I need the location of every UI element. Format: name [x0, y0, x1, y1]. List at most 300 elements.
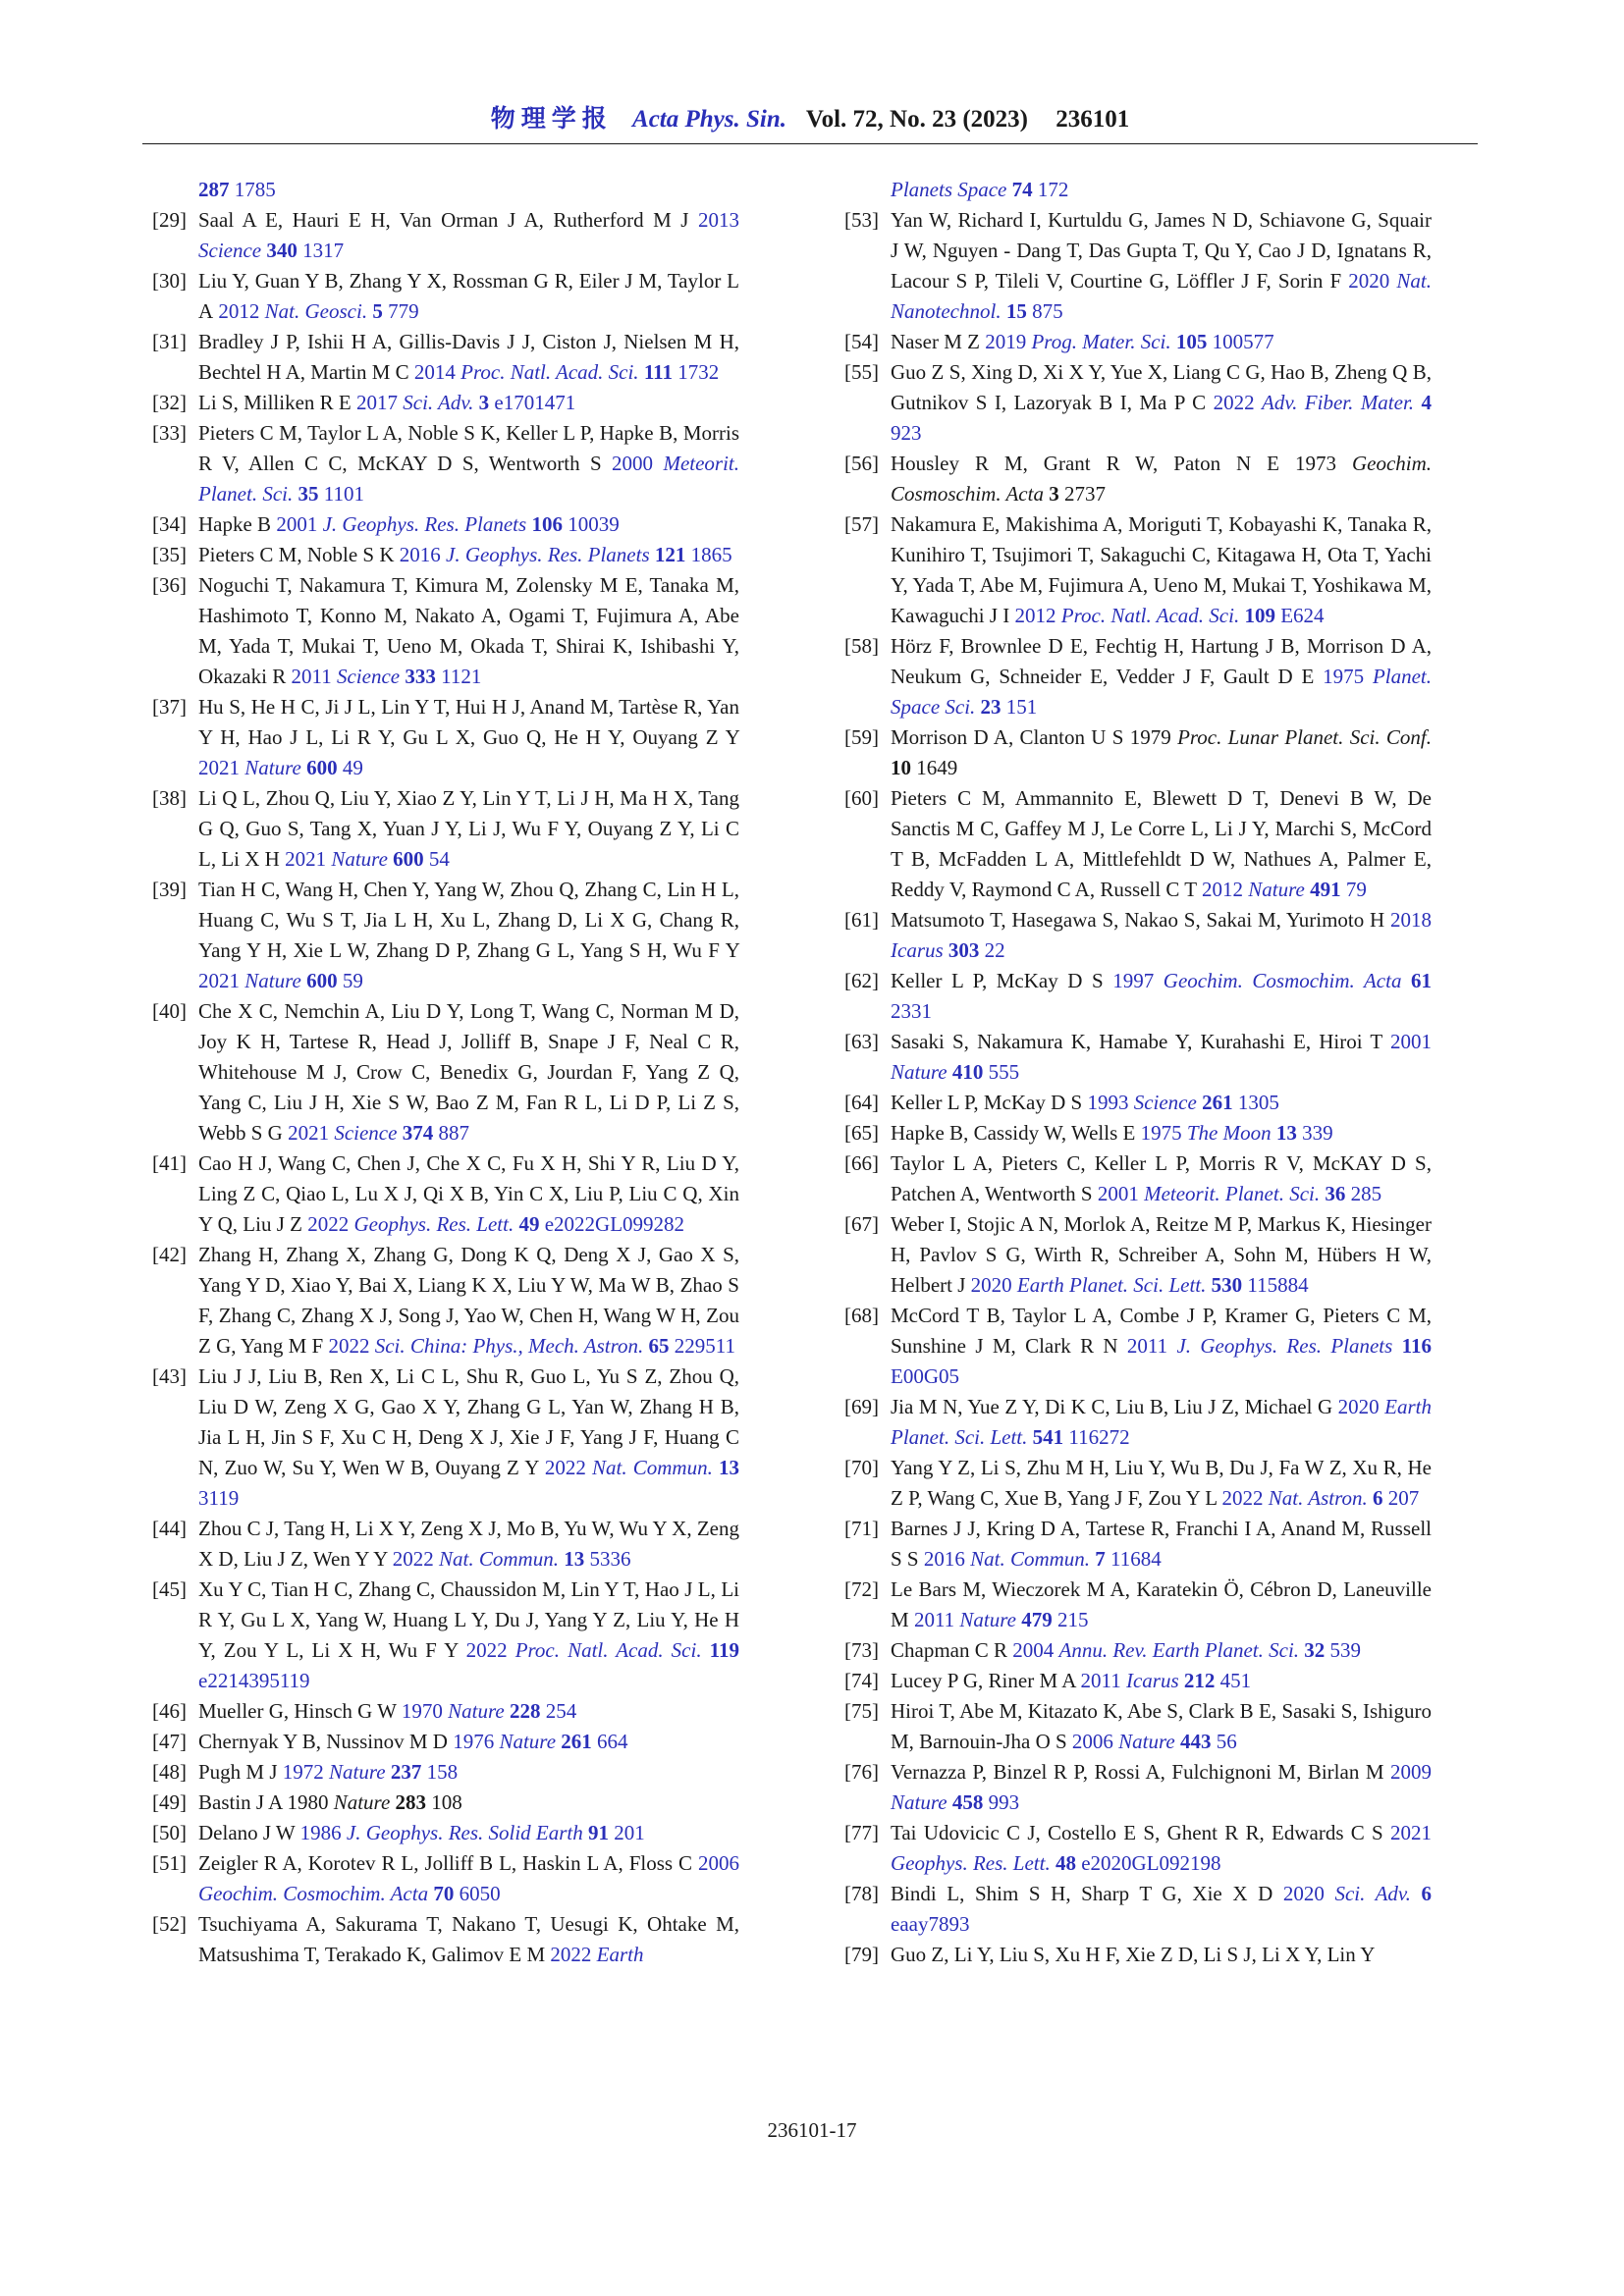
reference-volume: 261	[1202, 1091, 1233, 1114]
reference-page: 54	[428, 847, 450, 871]
reference-page: 285	[1350, 1182, 1382, 1205]
reference-volume: 10	[891, 756, 911, 779]
citation-link[interactable]	[1087, 1091, 1278, 1114]
reference-volume: 3	[1049, 482, 1059, 506]
reference-year: 2020	[1337, 1395, 1380, 1418]
reference-journal: Nature	[329, 1760, 386, 1784]
reference-entry	[844, 1666, 1432, 1696]
reference-page: e2022GL099282	[544, 1212, 685, 1236]
reference-number: [51]	[152, 1851, 187, 1875]
reference-page: 5336	[589, 1547, 631, 1571]
reference-journal: Sci. Adv.	[1334, 1882, 1411, 1905]
reference-year: 2017	[356, 391, 399, 414]
reference-page: 339	[1302, 1121, 1333, 1145]
reference-volume: 13	[719, 1456, 740, 1479]
reference-journal: Proc. Natl. Acad. Sci.	[460, 360, 639, 384]
reference-number: [44]	[152, 1517, 187, 1540]
reference-page: 10039	[568, 512, 620, 536]
reference-page: E00G05	[891, 1364, 959, 1388]
reference-number: [32]	[152, 391, 187, 414]
reference-number: [33]	[152, 421, 187, 445]
reference-journal: Geochim. Cosmochim. Acta	[1163, 969, 1402, 992]
reference-entry	[152, 266, 739, 327]
reference-number: [37]	[152, 695, 187, 719]
reference-journal: Nat. Commun.	[591, 1456, 713, 1479]
reference-entry	[152, 540, 739, 570]
citation-link[interactable]	[307, 1212, 684, 1236]
reference-year: 2011	[913, 1608, 955, 1631]
reference-journal: J. Geophys. Res. Planets	[322, 512, 527, 536]
reference-year: 2021	[198, 969, 240, 992]
reference-volume: 3	[478, 391, 490, 414]
reference-year: 2021	[285, 847, 327, 871]
reference-volume: 600	[393, 847, 424, 871]
reference-number: [62]	[844, 969, 879, 992]
citation-link[interactable]	[550, 1943, 643, 1966]
reference-page: 664	[597, 1730, 628, 1753]
reference-year: 1973	[1294, 452, 1336, 475]
reference-year: 2014	[413, 360, 456, 384]
reference-number: [39]	[152, 878, 187, 901]
citation-link[interactable]	[198, 969, 363, 992]
reference-authors: Li S, Milliken R E	[198, 391, 352, 414]
reference-journal: Earth Planet. Sci. Lett.	[891, 1395, 1433, 1449]
reference-year: 2021	[198, 756, 240, 779]
reference-authors: Keller L P, McKay D S	[891, 969, 1104, 992]
reference-authors: Chapman C R	[891, 1638, 1007, 1662]
reference-entry	[152, 1727, 739, 1757]
reference-number: [69]	[844, 1395, 879, 1418]
reference-volume: 23	[980, 695, 1001, 719]
reference-year: 2011	[291, 665, 332, 688]
citation-link[interactable]	[400, 543, 732, 566]
citation-link[interactable]	[453, 1730, 627, 1753]
reference-page: 3119	[198, 1486, 240, 1510]
reference-journal: Meteorit. Planet. Sci.	[198, 452, 740, 506]
reference-year: 2020	[1282, 1882, 1325, 1905]
reference-page: 1649	[916, 756, 958, 779]
reference-authors: Weber I, Stojic A N, Morlok A, Reitze M P, Markus K, Hiesinger H, Pavlov S G, Wirth R, Schreiber A, Sohn M, Hübers H W, Helbert J	[891, 1212, 1432, 1297]
reference-year: 2011	[1126, 1334, 1168, 1358]
reference-year: 2020	[1348, 269, 1390, 293]
reference-authors: Cao H J, Wang C, Chen J, Che X C, Fu X H, Shi Y R, Liu D Y, Ling Z C, Qiao L, Lu X J, Qi X B, Yin C X, Liu P, Liu C Q, Xin Y Q, Liu J Z	[198, 1151, 739, 1236]
reference-entry	[152, 418, 739, 509]
reference-page: 172	[1037, 178, 1069, 201]
reference-number: [75]	[844, 1699, 879, 1723]
reference-journal: Geochim. Cosmochim. Acta	[198, 1882, 429, 1905]
citation-link[interactable]	[198, 756, 363, 779]
reference-page: 451	[1219, 1669, 1252, 1692]
reference-number: [66]	[844, 1151, 879, 1175]
reference-volume: 5	[372, 299, 383, 323]
reference-entry	[844, 722, 1432, 783]
reference-entry	[844, 327, 1432, 357]
running-header	[142, 102, 1478, 144]
reference-number: [34]	[152, 512, 187, 536]
reference-journal: Science	[334, 1121, 398, 1145]
reference-authors: Hiroi T, Abe M, Kitazato K, Abe S, Clark B E, Sasaki S, Ishiguro M, Barnouin-Jha O S	[891, 1699, 1432, 1753]
citation-link[interactable]	[393, 1547, 631, 1571]
reference-page: 539	[1329, 1638, 1362, 1662]
reference-volume: 303	[947, 938, 980, 962]
reference-journal: Nature	[1248, 878, 1305, 901]
reference-number: [40]	[152, 999, 187, 1023]
reference-year: 2009	[1390, 1760, 1432, 1784]
reference-journal: Nature	[244, 969, 301, 992]
reference-authors: Vernazza P, Binzel R P, Rossi A, Fulchignoni M, Birlan M	[891, 1760, 1384, 1784]
reference-journal: J. Geophys. Res. Planets	[446, 543, 650, 566]
reference-number: [55]	[844, 360, 879, 384]
volume-info: Vol. 72, No. 23 (2023)	[805, 106, 1028, 133]
citation-link[interactable]	[891, 178, 1068, 201]
reference-journal: Nature	[333, 1790, 391, 1814]
journal-chinese-title: 物理学报	[490, 106, 613, 133]
reference-year: 2001	[276, 512, 318, 536]
reference-page: 201	[614, 1821, 645, 1844]
reference-volume: 13	[564, 1547, 585, 1571]
reference-journal: Proc. Lunar Planet. Sci. Conf.	[1177, 725, 1433, 749]
reference-authors: Yan W, Richard I, Kurtuldu G, James N D, Schiavone G, Squair J W, Nguyen - Dang T, Das Gupta T, Qu Y, Cao J D, Ignatans R, Lacour S P, Tileli V, Courtine G, Löffler J F, Sorin F	[891, 208, 1432, 293]
reference-year: 2012	[1202, 878, 1243, 901]
citation-link[interactable]	[218, 299, 418, 323]
reference-volume: 443	[1179, 1730, 1212, 1753]
reference-number: [67]	[844, 1212, 879, 1236]
reference-year: 2022	[307, 1212, 350, 1236]
reference-entry	[152, 1362, 739, 1514]
reference-number: [30]	[152, 269, 187, 293]
reference-volume: 111	[643, 360, 673, 384]
reference-page: 993	[988, 1790, 1020, 1814]
reference-volume: 15	[1005, 299, 1027, 323]
reference-entry	[152, 1148, 739, 1240]
reference-authors: Tian H C, Wang H, Chen Y, Yang W, Zhou Q, Zhang C, Lin H L, Huang C, Wu S T, Jia L H, Xu L, Zhang D, Li X G, Chang R, Yang Y H, Xie L W, Zhang D P, Zhang G L, Yang S H, Wu F Y	[198, 878, 739, 962]
reference-page: 59	[342, 969, 363, 992]
reference-volume: 121	[654, 543, 686, 566]
reference-authors: Delano J W	[198, 1821, 296, 1844]
reference-volume: 7	[1095, 1547, 1106, 1571]
citation-link[interactable]	[356, 391, 575, 414]
reference-year: 2004	[1012, 1638, 1055, 1662]
citation-link[interactable]	[1080, 1669, 1251, 1692]
reference-number: [47]	[152, 1730, 187, 1753]
reference-journal: Nature	[331, 847, 388, 871]
reference-entry	[844, 357, 1432, 449]
reference-volume: 91	[588, 1821, 610, 1844]
reference-volume: 49	[518, 1212, 540, 1236]
reference-journal: J. Geophys. Res. Planets	[1176, 1334, 1393, 1358]
reference-page: 56	[1216, 1730, 1237, 1753]
reference-authors: Zhou C J, Tang H, Li X Y, Zeng X J, Mo B, Yu W, Wu Y X, Zeng X D, Liu J Z, Wen Y Y	[198, 1517, 739, 1571]
reference-journal: Nature	[891, 1790, 947, 1814]
reference-entry	[844, 905, 1432, 966]
reference-number: [31]	[152, 330, 187, 353]
reference-number: [63]	[844, 1030, 879, 1053]
reference-page: 108	[431, 1790, 462, 1814]
reference-entry	[152, 509, 739, 540]
reference-volume: 479	[1021, 1608, 1053, 1631]
citation-link[interactable]	[971, 1273, 1309, 1297]
reference-journal: Proc. Natl. Acad. Sci.	[514, 1638, 702, 1662]
reference-year: 1993	[1087, 1091, 1129, 1114]
reference-volume: 109	[1244, 604, 1275, 627]
reference-page: 1305	[1237, 1091, 1279, 1114]
reference-journal: Adv. Fiber. Mater.	[1262, 391, 1415, 414]
reference-authors: Pieters C M, Taylor L A, Noble S K, Keller L P, Hapke B, Morris R V, Allen C C, McKAY D S, Wentworth S	[198, 421, 739, 475]
reference-number: [74]	[844, 1669, 879, 1692]
reference-authors: Taylor L A, Pieters C, Keller L P, Morris R V, McKAY D S, Patchen A, Wentworth S	[891, 1151, 1432, 1205]
reference-authors: Li Q L, Zhou Q, Liu Y, Xiao Z Y, Lin Y T, Li J H, Ma H X, Tang G Q, Guo S, Tang X, Yuan J Y, Li J, Wu F Y, Ouyang Z Y, Li C L, Li X H	[198, 786, 739, 871]
reference-entry	[844, 1757, 1432, 1818]
reference-year: 2021	[1390, 1821, 1433, 1844]
reference-entry	[844, 175, 1432, 205]
reference-number: [43]	[152, 1364, 187, 1388]
reference-authors: Tai Udovicic C J, Costello E S, Ghent R R, Edwards C S	[891, 1821, 1383, 1844]
reference-journal: Icarus	[1125, 1669, 1179, 1692]
reference-authors: Guo Z, Li Y, Liu S, Xu H F, Xie Z D, Li S J, Li X Y, Lin Y	[891, 1943, 1376, 1966]
reference-volume: 4	[1421, 391, 1432, 414]
reference-entry	[844, 1453, 1432, 1514]
reference-volume: 70	[433, 1882, 455, 1905]
reference-entry	[844, 1514, 1432, 1575]
reference-entry	[152, 1696, 739, 1727]
reference-number: [68]	[844, 1304, 879, 1327]
reference-journal: Nat. Commun.	[970, 1547, 1091, 1571]
reference-volume: 283	[395, 1790, 427, 1814]
reference-volume: 600	[306, 756, 338, 779]
reference-number: [45]	[152, 1577, 187, 1601]
reference-year: 2019	[985, 330, 1027, 353]
reference-authors: Le Bars M, Wieczorek M A, Karatekin Ö, Cébron D, Laneuville M	[891, 1577, 1432, 1631]
reference-entry	[152, 1757, 739, 1788]
reference-entry	[844, 783, 1432, 905]
reference-volume: 36	[1325, 1182, 1346, 1205]
reference-page: 100577	[1212, 330, 1274, 353]
reference-number: [50]	[152, 1821, 187, 1844]
citation-link[interactable]	[288, 1121, 469, 1145]
reference-authors: Bastin J A	[198, 1790, 283, 1814]
reference-page: 555	[988, 1060, 1020, 1084]
reference-page: e2214395119	[198, 1669, 310, 1692]
citation-link[interactable]	[285, 847, 450, 871]
reference-authors: Morrison D A, Clanton U S	[891, 725, 1124, 749]
reference-volume: 600	[306, 969, 338, 992]
reference-page: 875	[1032, 299, 1063, 323]
citation-link[interactable]	[914, 1608, 1089, 1631]
reference-authors: Che X C, Nemchin A, Liu D Y, Long T, Wang C, Norman M D, Joy K H, Tartese R, Head J, Jolliff B, Snape J F, Neal C R, Whitehouse M J, Crow C, Benedix G, Jourdan F, Yang Z Q, Yang C, Liu J H, Xie S W, Bao Z M, Fan R L, Li D P, Li Z S, Webb S G	[198, 999, 739, 1145]
reference-journal: Nature	[1118, 1730, 1175, 1753]
citation-link[interactable]	[985, 330, 1273, 353]
reference-entry	[152, 875, 739, 996]
reference-journal: Science	[198, 239, 262, 262]
reference-entry	[152, 570, 739, 692]
reference-authors: Pieters C M, Noble S K	[198, 543, 395, 566]
reference-entry	[844, 1940, 1432, 1970]
reference-entry	[152, 205, 739, 266]
reference-authors: Bradley J P, Ishii H A, Gillis-Davis J J, Ciston J, Nielsen M H, Bechtel H A, Martin M C	[198, 330, 739, 384]
reference-page: 229511	[674, 1334, 735, 1358]
reference-entry	[844, 1818, 1432, 1879]
reference-year: 1986	[299, 1821, 342, 1844]
reference-year: 2022	[328, 1334, 370, 1358]
reference-year: 2022	[1213, 391, 1255, 414]
reference-page: eaay7893	[891, 1912, 970, 1936]
reference-year: 2013	[698, 208, 739, 232]
reference-year: 2012	[1014, 604, 1056, 627]
reference-entry	[844, 205, 1432, 327]
reference-entry	[844, 1392, 1432, 1453]
reference-number: [36]	[152, 573, 187, 597]
reference-authors: Xu Y C, Tian H C, Zhang C, Chaussidon M, Lin Y T, Hao J L, Li R Y, Gu L X, Yang W, Huang L Y, Du J, Yang Y Z, Liu Y, He H Y, Zou Y L, Li X H, Wu F Y	[198, 1577, 739, 1662]
reference-volume: 541	[1032, 1425, 1064, 1449]
reference-entry	[844, 1635, 1432, 1666]
reference-authors: Liu Y, Guan Y B, Zhang Y X, Rossman G R, Eiler J M, Taylor L A	[198, 269, 739, 323]
citation-link[interactable]	[1222, 1486, 1420, 1510]
reference-number: [42]	[152, 1243, 187, 1266]
reference-entry	[844, 509, 1432, 631]
reference-page: 215	[1056, 1608, 1089, 1631]
reference-entry	[152, 1818, 739, 1848]
reference-authors: Guo Z S, Xing D, Xi X Y, Yue X, Liang C G, Hao B, Zheng Q B, Gutnikov S I, Lazoryak B I, Ma P C	[891, 360, 1432, 414]
reference-entry	[152, 692, 739, 783]
reference-page: 79	[1345, 878, 1367, 901]
citation-link[interactable]	[1141, 1121, 1333, 1145]
citation-link[interactable]	[198, 178, 276, 201]
reference-entry	[844, 1088, 1432, 1118]
reference-authors: Zhang H, Zhang X, Zhang G, Dong K Q, Deng X J, Gao X S, Yang Y D, Xiao Y, Bai X, Liang K X, Liu Y W, Ma W B, Zhao S F, Zhang C, Zhang X J, Song J, Yao W, Chen H, Wang W H, Zou Z G, Yang M F	[198, 1243, 739, 1358]
reference-authors: Keller L P, McKay D S	[891, 1091, 1083, 1114]
reference-authors: Pieters C M, Ammannito E, Blewett D T, Denevi B W, De Sanctis M C, Gaffey M J, Le Corre L, Li J Y, Marchi S, McCord T B, McFadden L A, Mittlefehldt D W, Nathues A, Palmer E, Reddy V, Raymond C A, Russell C T	[891, 786, 1432, 901]
reference-number: [54]	[844, 330, 879, 353]
reference-year: 2011	[1080, 1669, 1121, 1692]
reference-authors: Bindi L, Shim S H, Sharp T G, Xie X D	[891, 1882, 1273, 1905]
reference-authors: Saal A E, Hauri E H, Van Orman J A, Rutherford M J	[198, 208, 689, 232]
citation-link[interactable]	[300, 1821, 645, 1844]
citation-link[interactable]	[1072, 1730, 1237, 1753]
reference-page: 6050	[459, 1882, 501, 1905]
reference-number: [35]	[152, 543, 187, 566]
reference-journal: Earth Planet. Sci. Lett.	[1016, 1273, 1207, 1297]
reference-number: [77]	[844, 1821, 879, 1844]
reference-year: 2001	[1390, 1030, 1432, 1053]
reference-number: [49]	[152, 1790, 187, 1814]
reference-number: [76]	[844, 1760, 879, 1784]
citation-link[interactable]	[402, 1699, 576, 1723]
reference-volume: 105	[1175, 330, 1208, 353]
references-left-column	[152, 175, 739, 1970]
reference-authors: Hapke B	[198, 512, 272, 536]
reference-authors: Housley R M, Grant R W, Paton N E	[891, 452, 1280, 475]
reference-volume: 530	[1211, 1273, 1243, 1297]
reference-page: 1121	[441, 665, 482, 688]
reference-page: 1865	[690, 543, 732, 566]
reference-entry	[152, 1909, 739, 1970]
reference-journal: Icarus	[891, 938, 944, 962]
reference-number: [64]	[844, 1091, 879, 1114]
reference-number: [38]	[152, 786, 187, 810]
reference-year: 2022	[465, 1638, 508, 1662]
reference-authors: Barnes J J, Kring D A, Tartese R, Franchi I A, Anand M, Russell S S	[891, 1517, 1432, 1571]
reference-authors: Tsuchiyama A, Sakurama T, Nakano T, Uesugi K, Ohtake M, Matsushima T, Terakado K, Galimov E M	[198, 1912, 739, 1966]
reference-page: 1785	[234, 178, 276, 201]
citation-link[interactable]	[1015, 604, 1325, 627]
reference-entry	[152, 1788, 739, 1818]
reference-journal: Sci. China: Phys., Mech. Astron.	[374, 1334, 644, 1358]
reference-journal: Science	[336, 665, 401, 688]
reference-page: 22	[984, 938, 1005, 962]
reference-journal: Nat. Commun.	[439, 1547, 559, 1571]
reference-page: 1317	[302, 239, 345, 262]
reference-year: 2000	[612, 452, 654, 475]
reference-year: 1975	[1323, 665, 1365, 688]
reference-number: [52]	[152, 1912, 187, 1936]
reference-volume: 287	[198, 178, 230, 201]
citation-link[interactable]	[1012, 1638, 1361, 1662]
reference-year: 2021	[288, 1121, 330, 1145]
reference-number: [48]	[152, 1760, 187, 1784]
reference-volume: 237	[390, 1760, 422, 1784]
reference-entry	[152, 996, 739, 1148]
reference-authors: Mueller G, Hinsch G W	[198, 1699, 397, 1723]
reference-number: [73]	[844, 1638, 879, 1662]
reference-entry	[844, 1118, 1432, 1148]
reference-entry	[844, 966, 1432, 1027]
reference-page: 1732	[677, 360, 720, 384]
reference-page: 1101	[323, 482, 364, 506]
citation-link[interactable]	[283, 1760, 458, 1784]
citation-link[interactable]	[328, 1334, 735, 1358]
reference-volume: 65	[648, 1334, 670, 1358]
reference-authors: Jia M N, Yue Z Y, Di K C, Liu B, Liu J Z, Michael G	[891, 1395, 1333, 1418]
reference-number: [58]	[844, 634, 879, 658]
reference-entry	[844, 1575, 1432, 1635]
reference-authors: Naser M Z	[891, 330, 980, 353]
reference-entry	[844, 1879, 1432, 1940]
reference-entry	[844, 1027, 1432, 1088]
reference-volume: 228	[509, 1699, 541, 1723]
reference-year: 2022	[550, 1943, 592, 1966]
reference-entry	[844, 1209, 1432, 1301]
reference-number: [56]	[844, 452, 879, 475]
reference-authors: Matsumoto T, Hasegawa S, Nakao S, Sakai M, Yurimoto H	[891, 908, 1385, 932]
reference-page: e2020GL092198	[1081, 1851, 1221, 1875]
reference-volume: 212	[1183, 1669, 1216, 1692]
citation-link[interactable]	[1098, 1182, 1381, 1205]
reference-number: [29]	[152, 208, 187, 232]
reference-journal: Geophys. Res. Lett.	[891, 1851, 1051, 1875]
reference-volume: 410	[951, 1060, 984, 1084]
reference-journal: Earth	[596, 1943, 644, 1966]
citation-link[interactable]	[924, 1547, 1162, 1571]
reference-page: 207	[1387, 1486, 1420, 1510]
reference-year: 2012	[218, 299, 260, 323]
reference-authors: Lucey P G, Riner M A	[891, 1669, 1076, 1692]
citation-link[interactable]	[276, 512, 619, 536]
reference-volume: 458	[951, 1790, 984, 1814]
reference-page: 2737	[1063, 482, 1106, 506]
reference-authors: Pugh M J	[198, 1760, 278, 1784]
citation-link[interactable]	[1202, 878, 1367, 901]
reference-journal: Science	[1133, 1091, 1197, 1114]
reference-year: 2022	[1221, 1486, 1264, 1510]
reference-entry	[152, 1575, 739, 1696]
citation-link[interactable]	[414, 360, 719, 384]
reference-entry	[844, 449, 1432, 509]
reference-entry	[844, 1301, 1432, 1392]
citation-link[interactable]	[291, 665, 481, 688]
reference-year: 2006	[698, 1851, 740, 1875]
reference-year: 2020	[970, 1273, 1012, 1297]
reference-journal: Planet. Space Sci.	[891, 665, 1433, 719]
